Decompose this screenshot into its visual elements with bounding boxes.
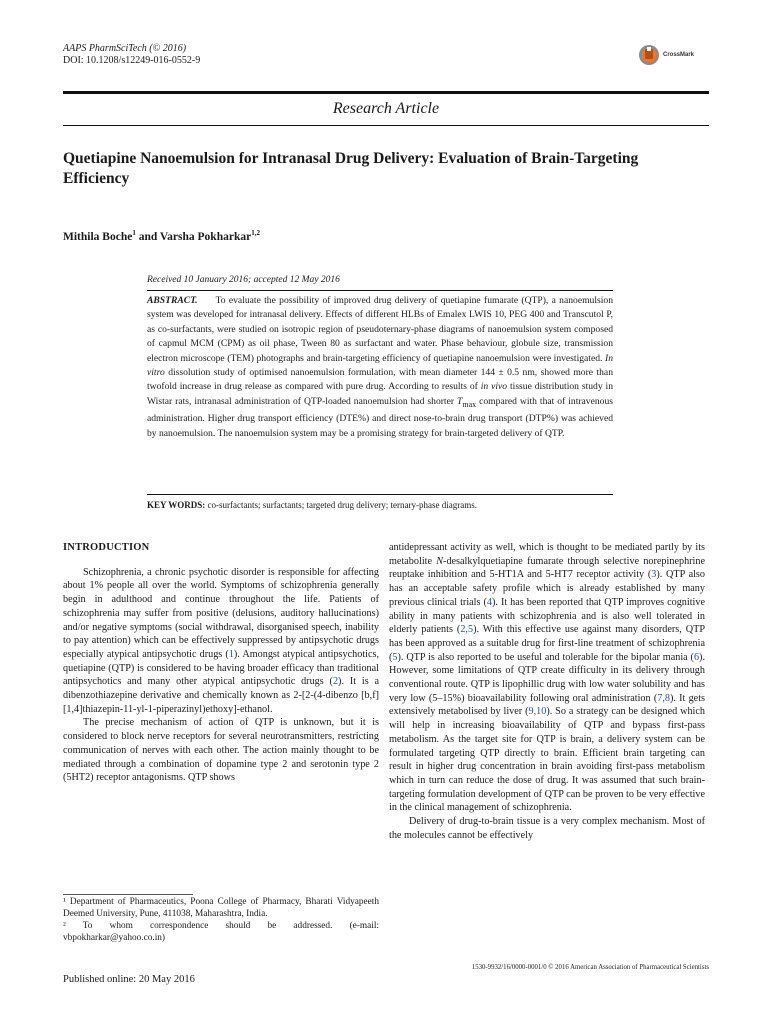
abstract-italic: In vitro	[147, 352, 613, 379]
article-title: Quetiapine Nanoemulsion for Intranasal Drug Delivery: Evaluation of Brain-Targeting Efficiency	[63, 150, 639, 187]
keywords-text: co-surfactants; surfactants; targeted drug delivery; ternary-phase diagrams.	[207, 500, 477, 510]
abstract-rule-bottom	[147, 494, 613, 495]
section-heading: INTRODUCTION	[63, 542, 150, 553]
body-text: antidepressant activity as well, which is thought to be mediated partly by its metabolite	[389, 542, 705, 567]
abstract-italic: in vivo	[480, 381, 508, 393]
author-affiliation: 1	[132, 229, 136, 237]
body-paragraph: The precise mechanism of action of QTP is unknown, but it is considered to block nerve receptors for several neurotransmitters, restricting communication of nerves with each other. The action mainly thought to be mediated through a combination of dopamine type 2 and serotonin type 2 (5HT2) receptor antagonisms. QTP shows	[63, 717, 379, 784]
body-paragraph	[63, 566, 379, 717]
body-text: ). QTP is also reported to be useful and tolerable for the bipolar mania (	[397, 651, 694, 663]
citation-link[interactable]: 9,10	[528, 706, 547, 718]
citation-link[interactable]: 2,5	[460, 624, 474, 636]
body-text: ). QTP also has an acceptable safety profile which is already established by many previous clinical trials (	[389, 569, 705, 608]
left-column	[63, 541, 379, 785]
body-text: ). With this effective use against many disorders, QTP has been approved as a suitable drug for first-line treatment of schizophrenia (	[389, 624, 705, 663]
body-text: ). However, some limitations of QTP create difficulty in its delivery through conventional route. QTP is lipophillic drug with low water solubility and has very low (5–15%) bioavailability following oral administration (	[389, 651, 705, 704]
body-text: Schizophrenia, a chronic psychotic disorder is responsible for affecting about 1% people all over the world. Symptoms of schizophrenia generally begin in adulthood and continue throughout the life. Patients of schizophrenia may suffer from positive (delusions, auditory hallucinations) and/or negative symptoms (social withdrawal, disorganised speech, inability to pay attention) which can be effectively suppressed by antipsychotic drugs especially atypical antipsychotic drugs (	[63, 566, 379, 660]
tmax-subscript: max	[462, 399, 477, 409]
citation-link[interactable]: 4	[486, 596, 492, 608]
article-type: Research Article	[332, 100, 440, 117]
body-paragraph	[389, 541, 705, 815]
body-text: ). It has been reported that QTP improves cognitive ability in many patients with schizophrenia and is also well tolerated in elderly patients (	[389, 596, 706, 636]
citation-link[interactable]: 2	[332, 676, 339, 688]
author-name: Varsha Pokharkar	[159, 230, 252, 243]
abstract-rule-top	[147, 290, 613, 291]
received-dates: Received 10 January 2016; accepted 12 May 2016	[147, 275, 340, 285]
author-list	[63, 229, 260, 243]
crossmark-icon	[638, 44, 660, 66]
author-name: Mithila Boche	[63, 230, 133, 243]
footnote-affiliation: ¹ Department of Pharmaceutics, Poona College of Pharmacy, Bharati Vidyapeeth Deemed University, Pune, 411038, Maharashtra, India.	[63, 897, 379, 919]
body-text: ). It gets extensively metabolised by liver (	[389, 692, 705, 718]
published-date: Published online: 20 May 2016	[63, 974, 195, 985]
abstract-label: ABSTRACT.	[147, 295, 198, 306]
citation-link[interactable]: 3	[651, 569, 657, 581]
footnote-correspondence: ² To whom correspondence should be addressed. (e-mail: vbpokharkar@yahoo.co.in)	[63, 921, 379, 943]
header-rule-bottom	[63, 125, 709, 126]
body-text: ). It is a dibenzothiazepine derivative and chemically known as 2-[2-(4-dibenzo [b,f] [1,4]thiazepin-11-yl-1-piperazinyl)ethoxy]-ethanol.	[63, 676, 380, 715]
body-text: -desalkylquetiapine fumarate through selective norepinephrine reuptake inhibition and 5-HT1A and 5-HT7 receptor activity (	[389, 555, 706, 581]
abstract-text: compared with that of intravenous administration. Higher drug transport efficiency (DTE%) and direct nose-to-brain drug transport (DTP%) was achieved by nanoemulsion. The nanoemulsion system may be a promising strategy for brain-targeted delivery of QTP.	[147, 395, 613, 439]
crossmark-badge[interactable]	[638, 43, 708, 67]
citation-link[interactable]: 1	[228, 648, 234, 660]
abstract-text: tissue distribution study in Wistar rats, intranasal administration of QTP-loaded nanoemulsion had shorter	[147, 381, 613, 407]
author-affiliation: 1,2	[251, 229, 260, 237]
header-rule-top	[63, 91, 709, 94]
body-text: ). Amongst atypical antipsychotics, quetiapine (QTP) is considered to be having broader efficacy than traditional antipsychotics and many other atypical antipsychotic drugs (	[63, 648, 379, 688]
tmax-symbol: T	[457, 395, 463, 407]
body-text: ). So a strategy can be designed which will help in increasing bioavailability of QTP and bypass first-pass metabolism. As the target site for QTP is brain, a delivery system can be formulated targeting QTP directly to brain. Efficient brain targeting can result in higher drug concentration in brain avoiding first-pass metabolism which in turn can reduce the dose of drug. It was assumed that such brain-targeting formulation development of QTP can be proven to be very effective in the clinical management of schizophrenia.	[389, 706, 705, 814]
keywords	[147, 499, 613, 511]
body-paragraph: Delivery of drug-to-brain tissue is a very complex mechanism. Most of the molecules cannot be effectively	[389, 816, 705, 841]
footnote-rule	[63, 894, 193, 895]
journal-name: AAPS PharmSciTech (© 2016)	[63, 43, 187, 54]
footnotes	[63, 896, 379, 944]
abstract-text: To evaluate the possibility of improved drug delivery of quetiapine fumarate (QTP), a nanoemulsion system was developed for intranasal delivery. Effects of different HLBs of Emalex LWIS 10, PEG 400 and Transcutol P, as co-surfactants, were studied on isotropic region of pseudoternary-phase diagrams of nanoemulsion system composed of capmul MCM (CPM) as oil phase, Tween 80 as surfactant and water. Phase behaviour, globule size, transmission electron microscope (TEM) photographs and brain-targeting efficiency of quetiapine nanoemulsion were investigated.	[147, 295, 613, 364]
citation-link[interactable]: 5	[392, 651, 398, 663]
author-joiner: and	[135, 230, 160, 243]
body-italic: N	[436, 555, 444, 567]
crossmark-label: CrossMark	[663, 52, 695, 58]
abstract	[147, 294, 613, 441]
right-column	[389, 541, 705, 842]
copyright-line: 1530-9932/16/0000-0001/0 © 2016 American Association of Pharmaceutical Scientists	[471, 964, 709, 971]
abstract-text: dissolution study of optimised nanoemulsion formulation, with mean diameter 144 ± 0.5 nm, showed more than twofold increase in drug release as compared with pure drug. According to results of	[147, 367, 613, 393]
doi[interactable]: DOI: 10.1208/s12249-016-0552-9	[63, 55, 201, 66]
citation-link[interactable]: 7,8	[657, 692, 670, 704]
citation-link[interactable]: 6	[693, 651, 700, 663]
keywords-label: KEY WORDS:	[147, 500, 206, 510]
